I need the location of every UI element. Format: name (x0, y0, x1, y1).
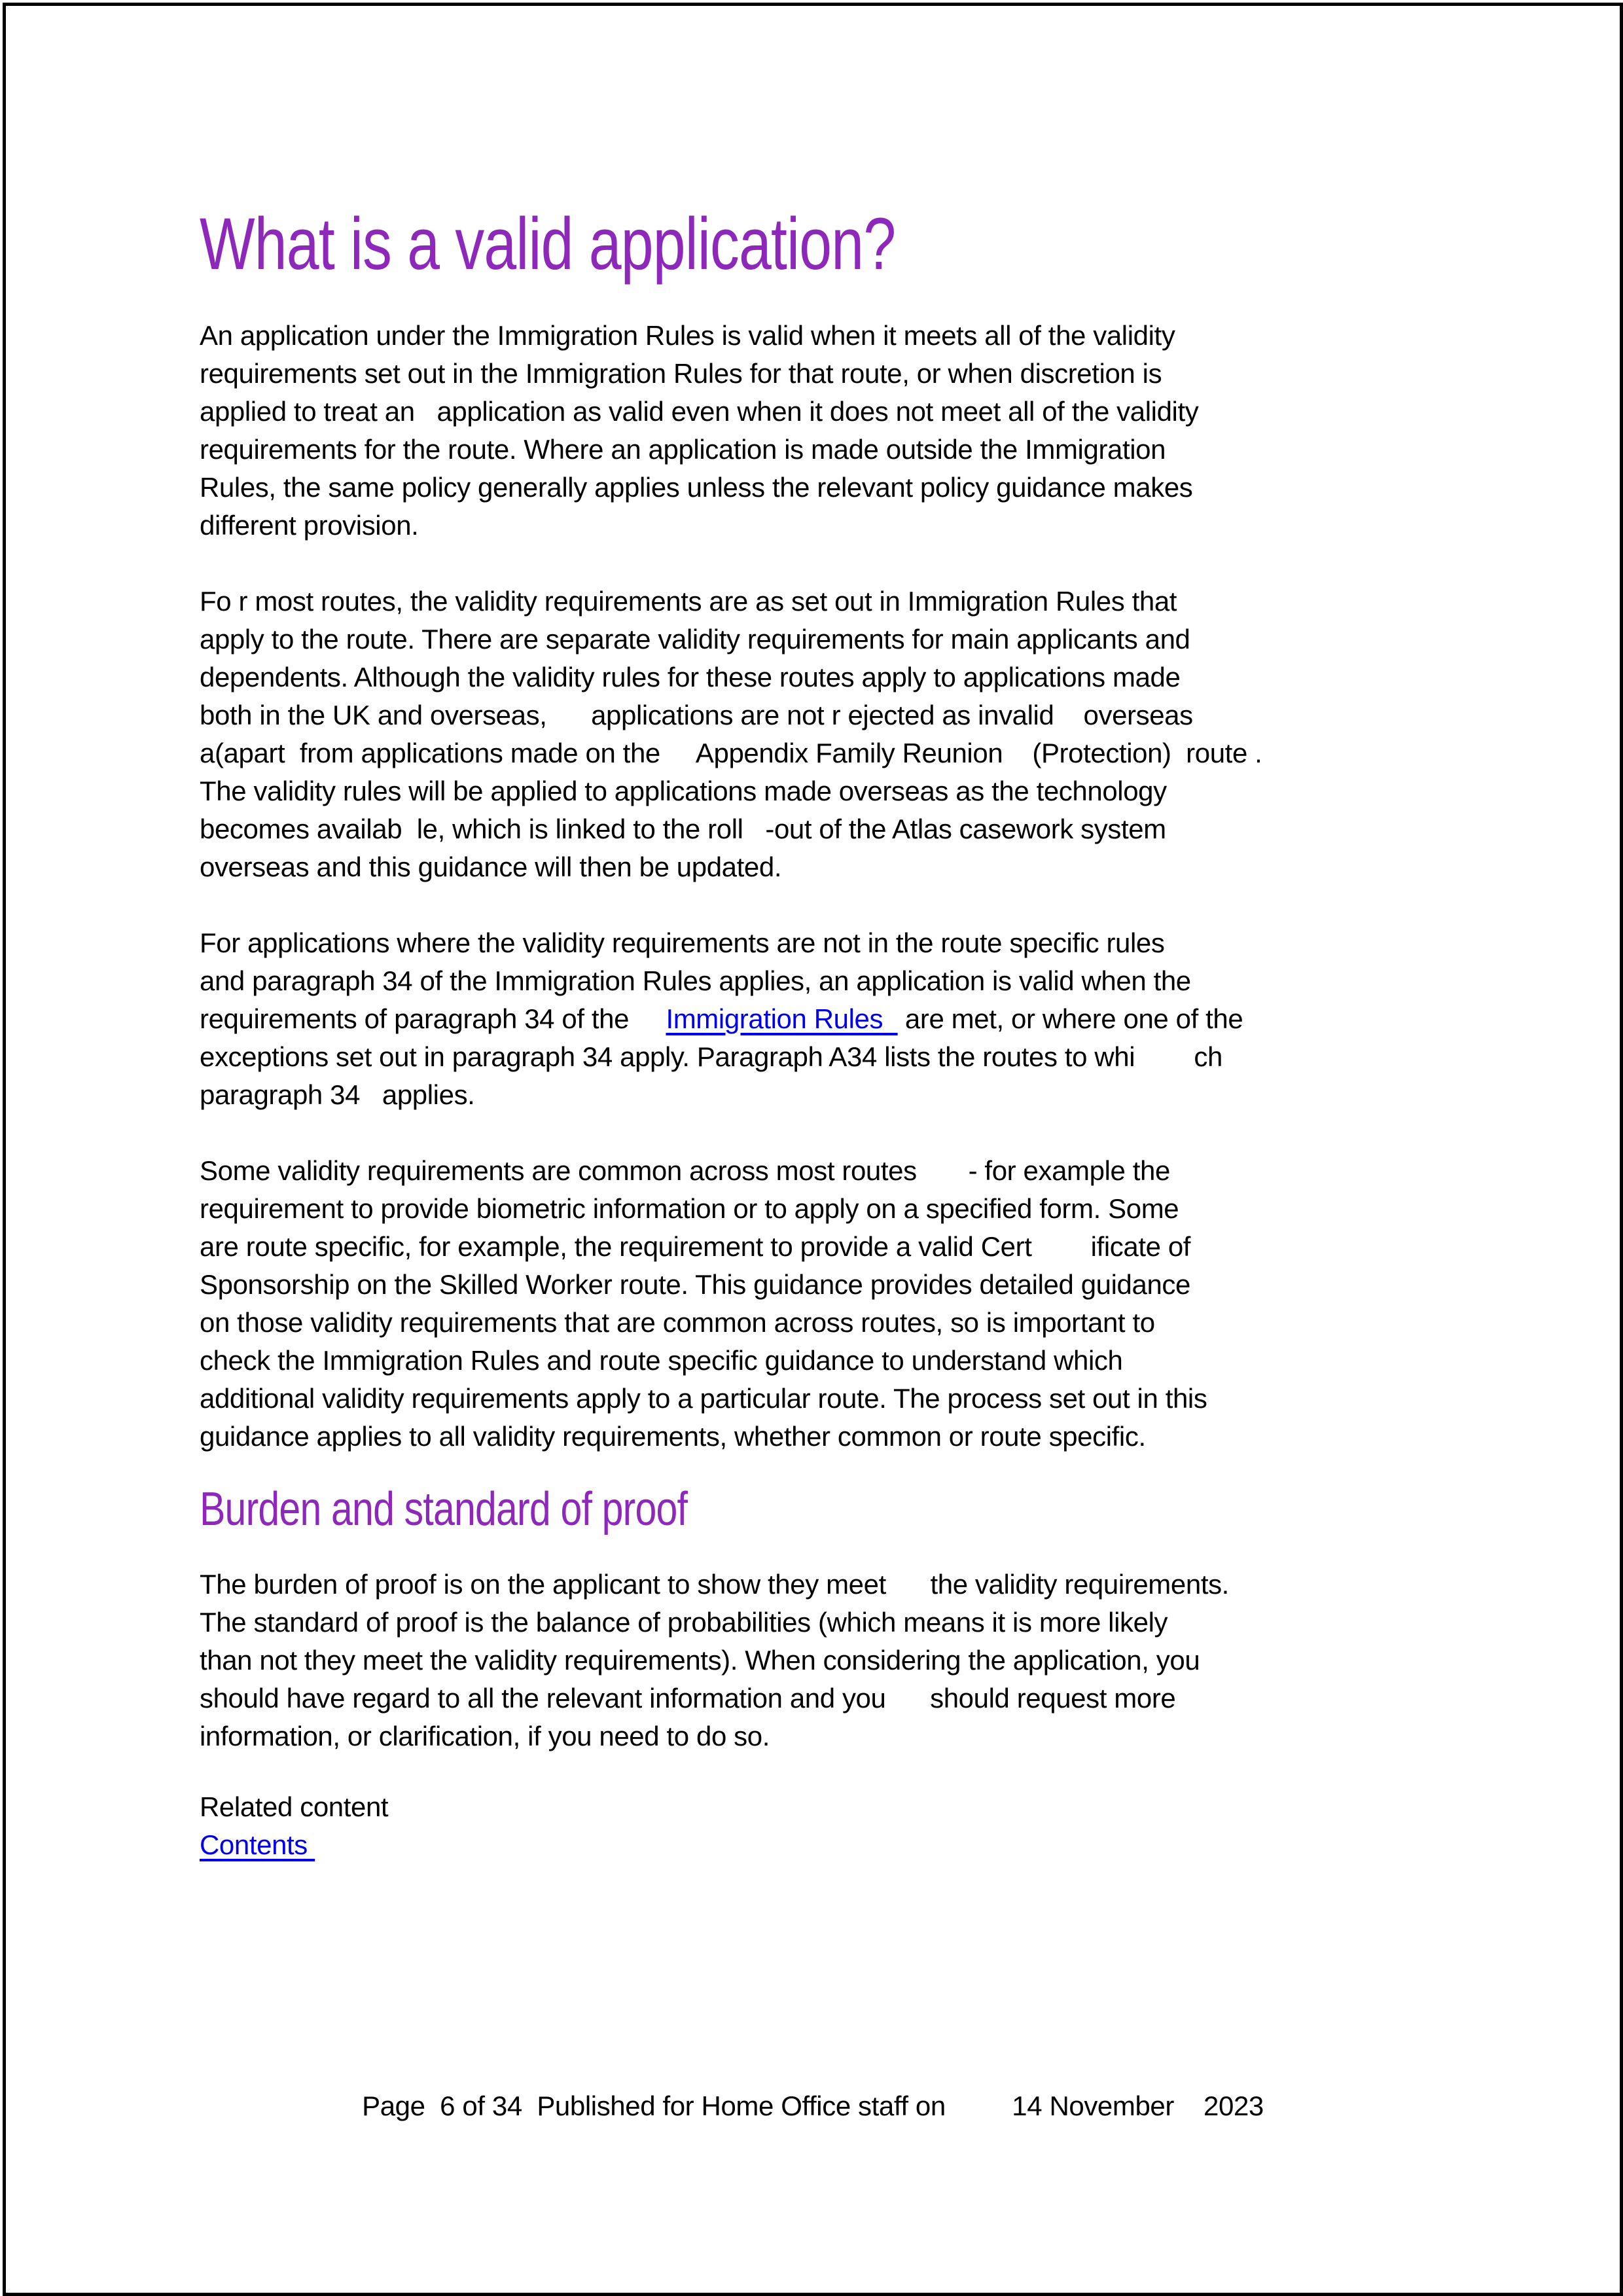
main-heading: What is a valid application? (200, 203, 896, 285)
text-line: a(apart from applications made on the Appendix Family Reunion (Protection) route . (200, 738, 1262, 768)
document-page (3, 3, 1623, 2296)
text-line: check the Immigration Rules and route specific guidance to understand which (200, 1345, 1123, 1376)
text-line: information, or clarification, if you need to do so. (200, 1721, 770, 1751)
text-line: guidance applies to all validity requirements, whether common or route specific. (200, 1421, 1146, 1452)
text-line: overseas and this guidance will then be updated. (200, 852, 782, 882)
text-line: on those validity requirements that are common across routes, so is important to (200, 1307, 1155, 1338)
section-heading-burden-standard-of-proof: Burden and standard of proof (200, 1483, 688, 1535)
page-content (200, 6, 1443, 1864)
page-footer: Page 6 of 34 Published for Home Office staff on 14 November 2023 (362, 2090, 1264, 2121)
text-line: An application under the Immigration Rules is valid when it meets all of the validity (200, 320, 1175, 351)
immigration-rules-link[interactable]: Immigration Rules (666, 1003, 898, 1034)
contents-link[interactable]: Contents (200, 1829, 315, 1860)
text-line: both in the UK and overseas, applications are not r ejected as invalid overseas (200, 700, 1193, 730)
text-line: The burden of proof is on the applicant to show they meet the validity requirements. (200, 1569, 1229, 1600)
text-line: Sponsorship on the Skilled Worker route. This guidance provides detailed guidance (200, 1269, 1190, 1300)
text-line: requirements for the route. Where an application is made outside the Immigration (200, 434, 1166, 465)
paragraph-2 (200, 583, 1443, 886)
contents-link-line (200, 1826, 1443, 1864)
text-line: apply to the route. There are separate validity requirements for main applicants and (200, 624, 1190, 655)
text-line: The validity rules will be applied to applications made overseas as the technology (200, 776, 1167, 806)
text-line: becomes availab le, which is linked to the roll -out of the Atlas casework system (200, 814, 1166, 844)
text-line-with-link (200, 1000, 1443, 1038)
paragraph-4 (200, 1152, 1443, 1456)
paragraph-3 (200, 924, 1443, 1114)
text-line: exceptions set out in paragraph 34 apply. Paragraph A34 lists the routes to whi ch (200, 1041, 1222, 1072)
text-segment: requirements of paragraph 34 of the (200, 1003, 666, 1034)
related-content-block (200, 1788, 1443, 1864)
text-line: Some validity requirements are common across most routes - for example the (200, 1155, 1170, 1186)
text-line: For applications where the validity requirements are not in the route specific rules (200, 927, 1165, 958)
text-line: paragraph 34 applies. (200, 1079, 475, 1110)
text-line: applied to treat an application as valid even when it does not meet all of the validity (200, 396, 1199, 427)
text-line: are route specific, for example, the requirement to provide a valid Cert ificate of (200, 1231, 1191, 1262)
text-line: additional validity requirements apply to a particular route. The process set out in this (200, 1383, 1207, 1414)
paragraph-5 (200, 1566, 1443, 1755)
paragraph-1 (200, 317, 1443, 545)
related-content-label: Related content (200, 1791, 389, 1822)
text-line: Fo r most routes, the validity requirements are as set out in Immigration Rules that (200, 586, 1177, 617)
text-line: different provision. (200, 510, 419, 541)
text-line: Rules, the same policy generally applies unless the relevant policy guidance makes (200, 472, 1193, 503)
text-line: and paragraph 34 of the Immigration Rules applies, an application is valid when the (200, 965, 1191, 996)
text-line: requirements set out in the Immigration Rules for that route, or when discretion is (200, 358, 1162, 389)
text-line: The standard of proof is the balance of probabilities (which means it is more likely (200, 1607, 1168, 1638)
text-line: dependents. Although the validity rules for these routes apply to applications made (200, 662, 1181, 692)
text-line: than not they meet the validity requirements). When considering the application, you (200, 1645, 1200, 1676)
text-segment: are met, or where one of the (897, 1003, 1243, 1034)
text-line: should have regard to all the relevant information and you should request more (200, 1683, 1176, 1713)
text-line: requirement to provide biometric information or to apply on a specified form. Some (200, 1193, 1179, 1224)
